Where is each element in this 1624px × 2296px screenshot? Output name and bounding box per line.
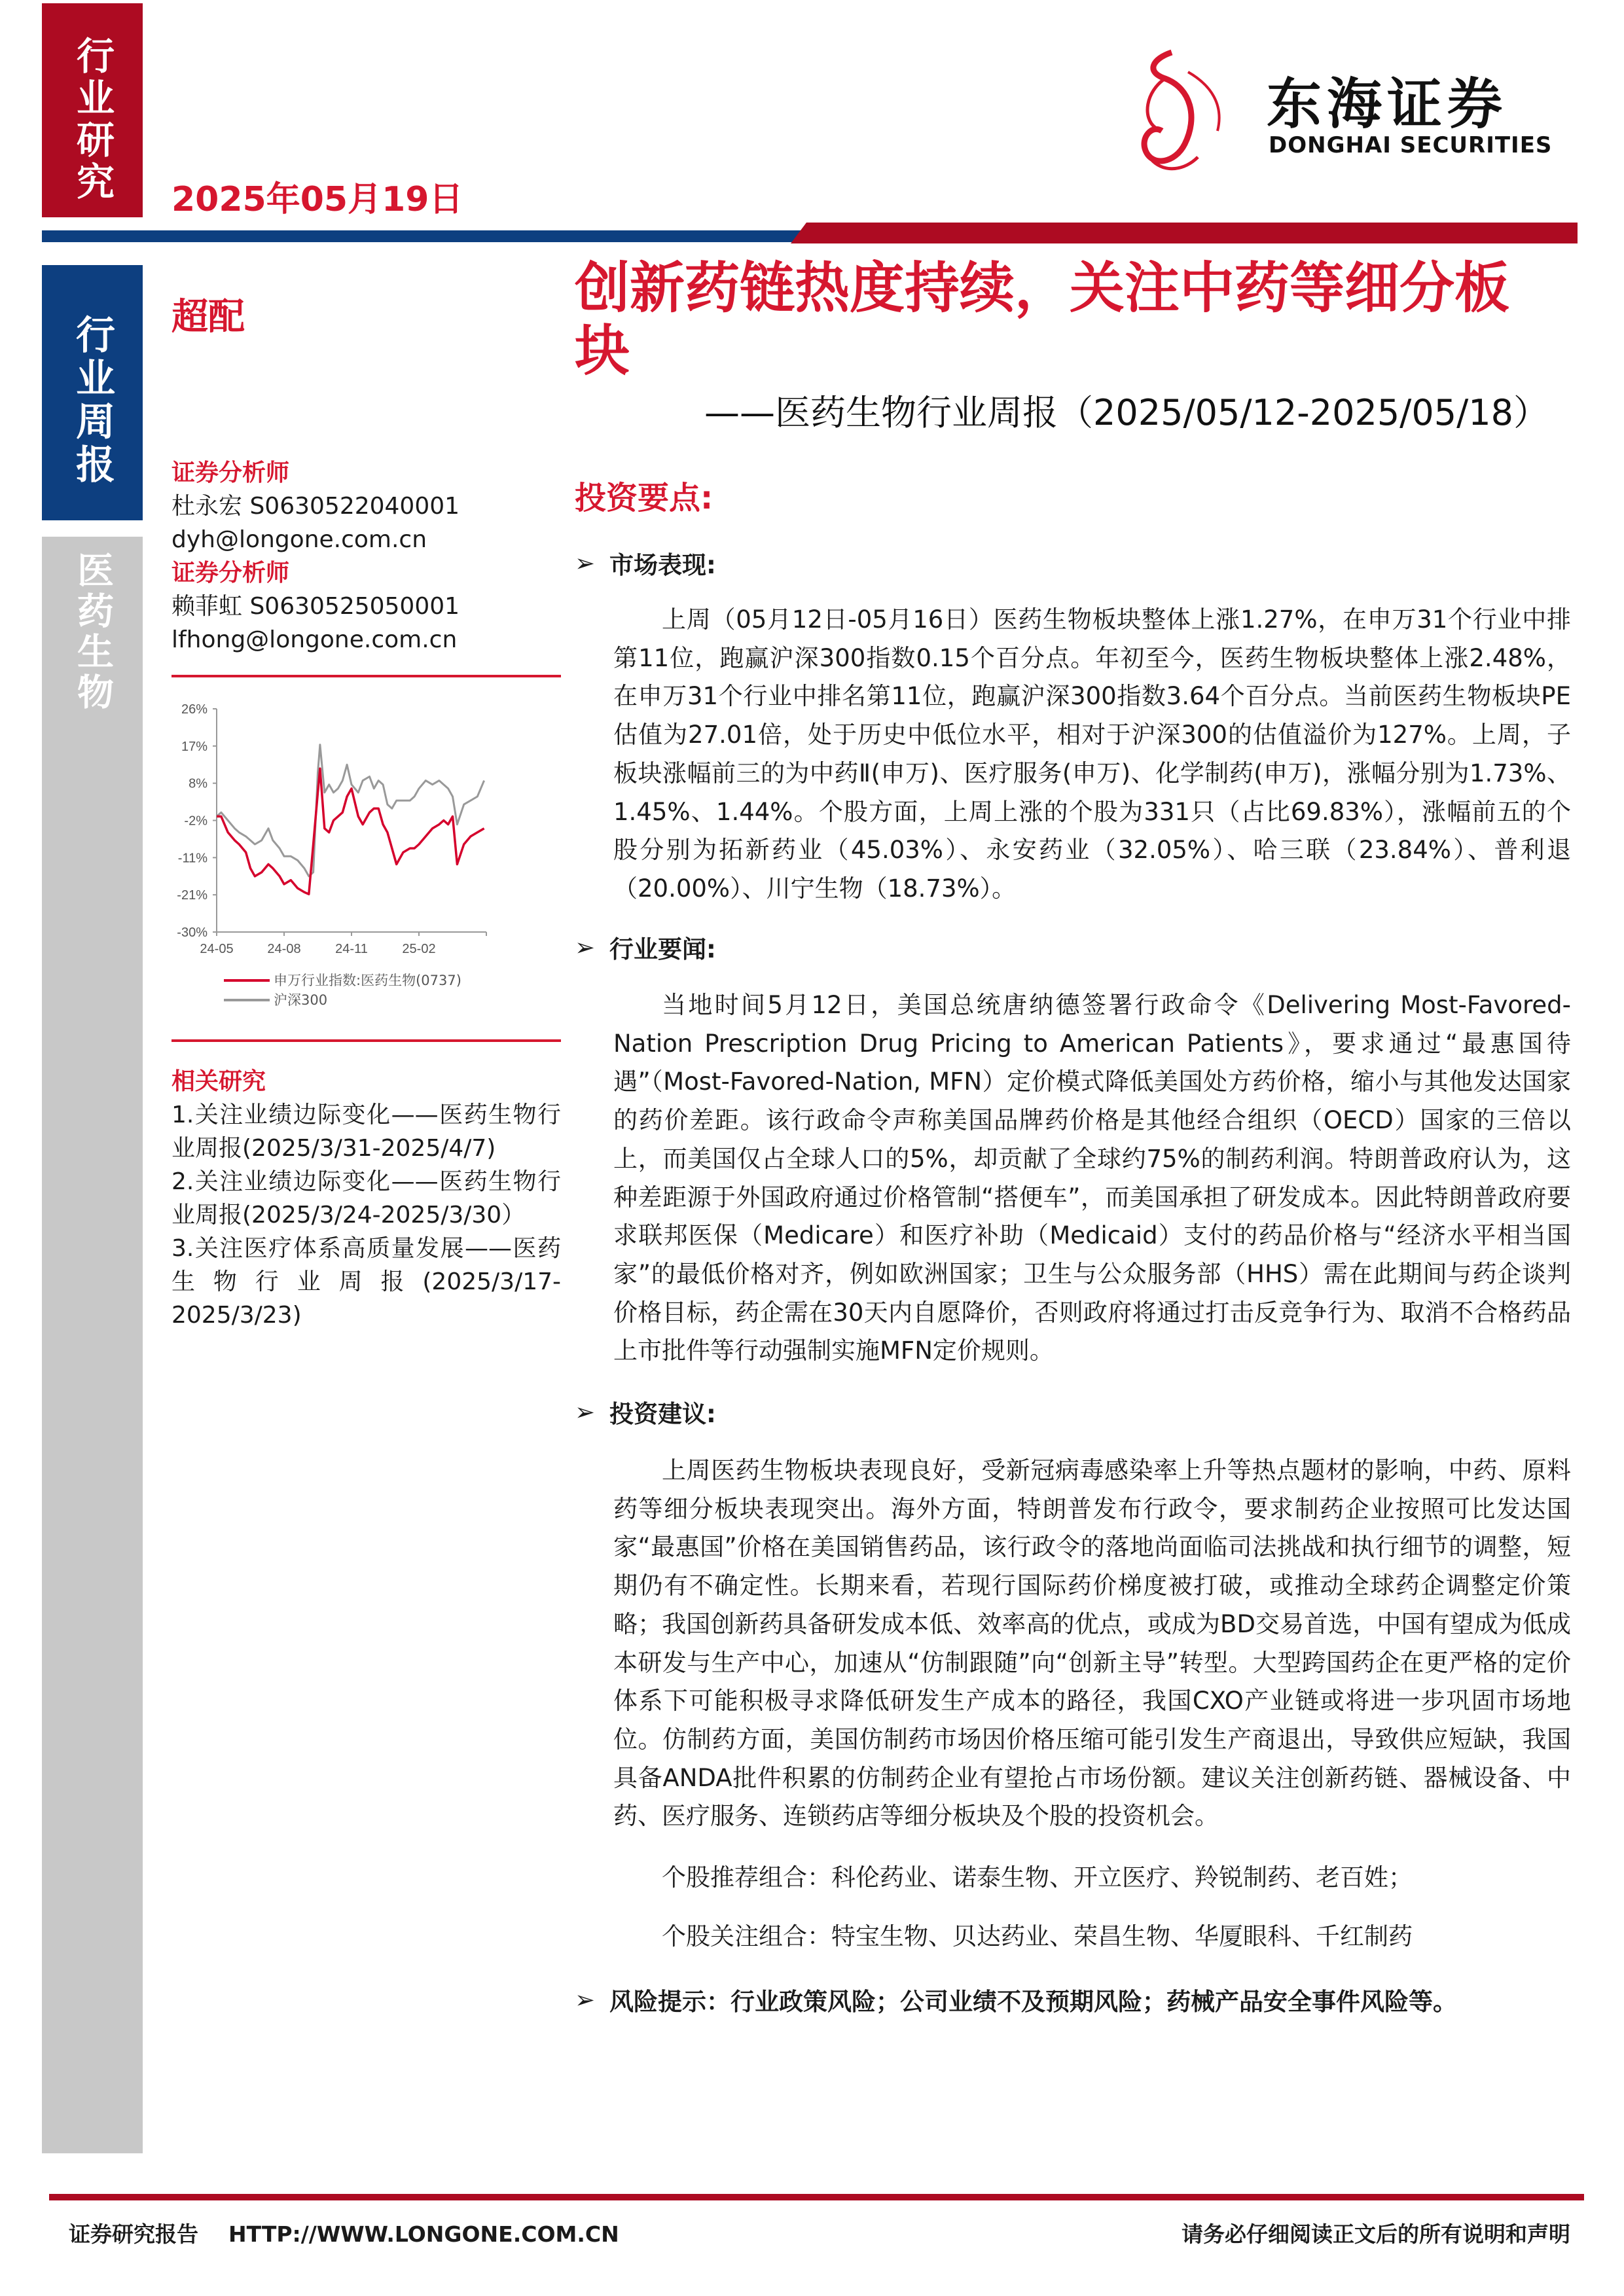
related-research <box>171 1065 561 1332</box>
dragon-logo-icon <box>1126 46 1237 177</box>
x-tick-label: 24-05 <box>200 942 234 956</box>
tab-label: 行业周报 <box>69 314 115 487</box>
page-subtitle: ——医药生物行业周报（2025/05/12-2025/05/18） <box>704 392 1549 433</box>
bullet-label: 行业要闻: <box>609 935 716 963</box>
bullet-news <box>575 929 716 965</box>
news-paragraph: 当地时间5月12日，美国总统唐纳德签署行政命令《Delivering Most-Favored-Nation Prescription Drug Pricing to American Patients》，要求通过“最惠国待遇”（Most-Favored-Nation, MFN）定价模式降低美国处方药价格，缩小与其他发达国家的药价差距。该行政命令声称美国品牌药价格是其他经合组织（OECD）国家的三倍以上，而美国仅占全球人口的5%，却贡献了全球约75%的制药利润。特朗普政府认为，这种差距源于外国政府通过价格管制“搭便车”，而美国承担了研发成本。因此特朗普政府要求联邦医保（Medicare）和医疗补助（Medicaid）支付的药品价格与“经济水平相当国家”的最低价格对齐，例如欧洲国家；卫生与公众服务部（HHS）需在此期间与药企谈判价格目标，药企需在30天内自愿降价，否则政府将通过打击反竞争行为、取消不合格药品上市批件等行动强制实施MFN定价规则。 <box>613 991 1571 1365</box>
y-tick-label: 17% <box>181 739 208 754</box>
related-item[interactable]: 3.关注医疗体系高质量发展——医药生物行业周报(2025/3/17-2025/3/23) <box>171 1235 561 1329</box>
header-band-blue <box>42 230 814 242</box>
y-tick-label: 8% <box>189 776 208 791</box>
tab-label: 医药生物 <box>71 551 114 713</box>
logo-cn: 东海证券 <box>1267 72 1508 136</box>
arrow-bullet-icon: ➢ <box>575 1397 596 1426</box>
bullet-label: 投资建议: <box>609 1400 716 1428</box>
bullet-label: 市场表现: <box>609 551 716 579</box>
y-tick-label: -11% <box>177 851 208 866</box>
tab-industry-weekly <box>42 265 143 520</box>
performance-chart <box>164 681 569 1034</box>
risk-text: 风险提示：行业政策风险；公司业绩不及预期风险；药械产品安全事件风险等。 <box>609 1988 1458 2016</box>
x-tick-label: 24-11 <box>335 942 368 956</box>
market-paragraph: 上周（05月12日-05月16日）医药生物板块整体上涨1.27%，在申万31个行业中排第11位，跑赢沪深300指数0.15个百分点。年初至今，医药生物板块整体上涨2.48%，在申万31个行业中排名第11位，跑赢沪深300指数3.64个百分点。当前医药生物板块PE估值为27.01倍，处于历史中低位水平，相对于沪深300的估值溢价为127%。上周，子板块涨幅前三的为中药Ⅱ(申万)、医疗服务(申万)、化学制药(申万)，涨幅分别为1.73%、1.45%、1.44%。个股方面，上周上涨的个股为331只（占比69.83%），涨幅前五的个股分别为拓新药业（45.03%）、永安药业（32.05%）、哈三联（23.84%）、普利退（20.00%）、川宁生物（18.73%）。 <box>613 605 1571 903</box>
series-line-pharma <box>217 768 484 894</box>
y-tick-label: 26% <box>181 702 208 717</box>
section-heading: 投资要点: <box>575 480 713 516</box>
tab-industry-research <box>42 3 143 217</box>
divider <box>171 1039 561 1042</box>
analyst-role: 证券分析师 <box>171 560 290 586</box>
footer-right: 请务必仔细阅读正文后的所有说明和声明 <box>1182 2221 1570 2247</box>
tab-label: 行业研究 <box>70 36 115 204</box>
arrow-bullet-icon: ➢ <box>575 933 596 961</box>
stock-picks: 个股推荐组合：科伦药业、诺泰生物、开立医疗、羚锐制药、老百姓； <box>662 1863 1413 1892</box>
y-tick-label: -21% <box>177 888 208 903</box>
rating: 超配 <box>171 296 245 338</box>
tab-sector <box>42 537 143 2153</box>
analyst-name: 赖菲虹 S0630525050001 <box>171 593 460 620</box>
stock-watch: 个股关注组合：特宝生物、贝达药业、荣昌生物、华厦眼科、千红制药 <box>662 1922 1413 1950</box>
y-tick-label: -2% <box>184 814 208 829</box>
analyst-name: 杜永宏 S0630522040001 <box>171 493 460 520</box>
related-item[interactable]: 2.关注业绩边际变化——医药生物行业周报(2025/3/24-2025/3/30） <box>171 1168 561 1229</box>
arrow-bullet-icon: ➢ <box>575 548 596 577</box>
series-line-csi300 <box>217 745 484 876</box>
divider <box>171 675 561 677</box>
analyst-role: 证券分析师 <box>171 459 290 486</box>
bullet-risk <box>575 1982 1457 2017</box>
company-logo <box>1126 46 1571 177</box>
report-date: 2025年05月19日 <box>171 180 463 219</box>
x-tick-label: 25-02 <box>402 942 436 956</box>
legend-label: 申万行业指数:医药生物(0737) <box>274 973 461 988</box>
bullet-advice <box>575 1394 716 1429</box>
bullet-market <box>575 545 716 581</box>
x-tick-label: 24-08 <box>267 942 301 956</box>
footer-left: 证券研究报告 HTTP://WWW.LONGONE.COM.CN <box>69 2221 619 2247</box>
logo-en: DONGHAI SECURITIES <box>1269 132 1553 158</box>
y-tick-label: -30% <box>177 925 208 940</box>
analyst-email[interactable]: lfhong@longone.com.cn <box>171 626 458 653</box>
footer-line <box>49 2194 1584 2200</box>
advice-paragraph: 上周医药生物板块表现良好，受新冠病毒感染率上升等热点题材的影响，中药、原料药等细分板块表现突出。海外方面，特朗普发布行政令，要求制药企业按照可比发达国家“最惠国”价格在美国销售药品，该行政令的落地尚面临司法挑战和执行细节的调整，短期仍有不确定性。长期来看，若现行国际药价梯度被打破，或推动全球药企调整定价策略；我国创新药具备研发成本低、效率高的优点，或成为BD交易首选，中国有望成为低成本研发与生产中心，加速从“仿制跟随”向“创新主导”转型。大型跨国药企在更严格的定价体系下可能积极寻求降低研发生产成本的路径，我国CXO产业链或将进一步巩固市场地位。仿制药方面，美国仿制药市场因价格压缩可能引发生产商退出，导致供应短缺，我国具备ANDA批件积累的仿制药企业有望抢占市场份额。建议关注创新药链、器械设备、中药、医疗服务、连锁药店等细分板块及个股的投资机会。 <box>613 1456 1571 1831</box>
header-band-red <box>791 223 1578 243</box>
related-heading: 相关研究 <box>171 1068 266 1095</box>
related-item[interactable]: 1.关注业绩边际变化——医药生物行业周报(2025/3/31-2025/4/7) <box>171 1102 561 1162</box>
page-title: 创新药链热度持续，关注中药等细分板块 <box>575 256 1510 383</box>
analysts <box>171 456 561 656</box>
analyst-email[interactable]: dyh@longone.com.cn <box>171 526 427 553</box>
legend-label: 沪深300 <box>274 992 328 1008</box>
arrow-bullet-icon: ➢ <box>575 1985 596 2014</box>
